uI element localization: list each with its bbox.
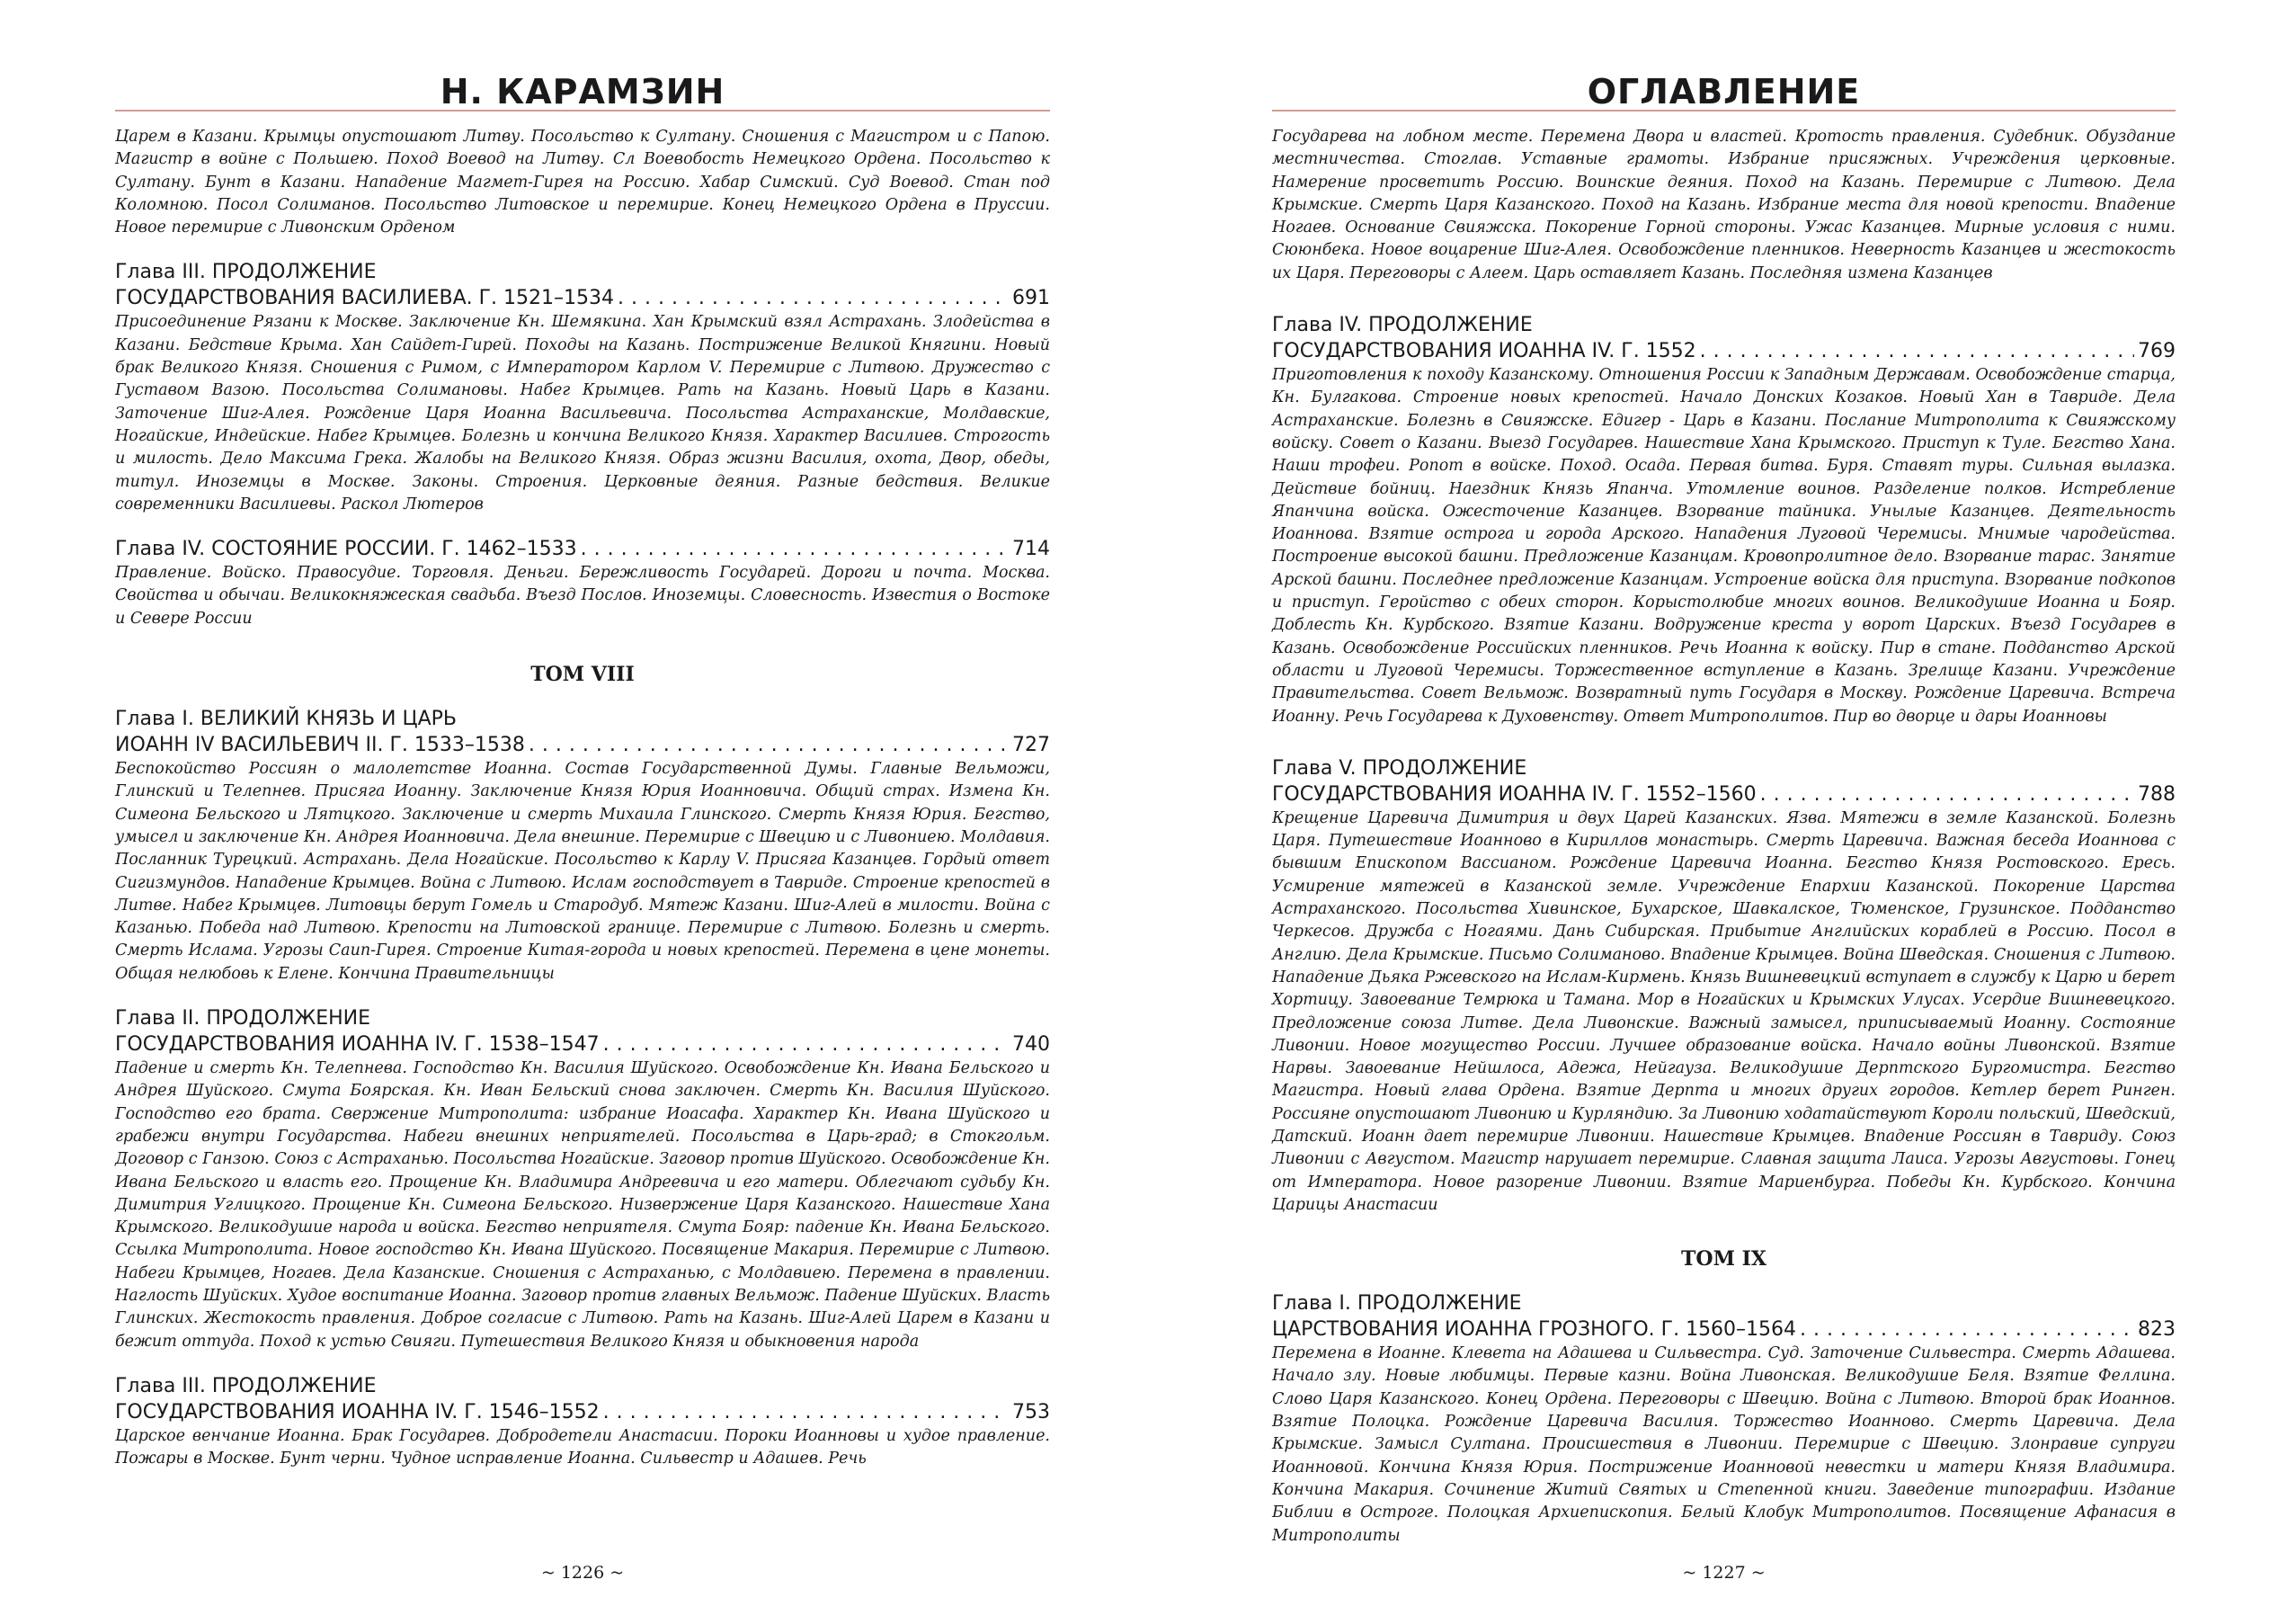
chapter-title-row — [1272, 338, 2176, 364]
header-rule — [1272, 110, 2176, 112]
leader-dots — [581, 536, 1009, 562]
toc-entry — [1272, 312, 2176, 728]
chapter-description: Перемена в Иоанне. Клевета на Адашева и Сильвестра. Суд. Заточение Сильвестра. Смерть Адашева. Начало злу. Новые любимцы. Первые казни. Война Ливонская. Великодушие Беля. Взятие Феллина. Слово Царя Казанского. Конец Ордена. Переговоры с Швецию. Война с Литвою. Второй брак Иоаннов. Взятие Полоцка. Рождение Царевича Василия. Торжество Иоанново. Смерть Царевича. Дела Крымские. Замысл Султана. Происшествия в Ливонии. Перемирие с Швецию. Злонравие супруги Иоанновой. Кончина Князя Юрия. Пострижение Иоанновой невестки и матери Князя Владимира. Кончина Макария. Сочинение Житий Святых и Степенной книги. Заведение типографии. Издание Библии в Остроге. Полоцкая Архиепископия. Белый Клобук Митрополитов. Посвящение Афанасия в Митрополиты — [1272, 1344, 2176, 1545]
chapter-title-line: Глава I. ПРОДОЛЖЕНИЕ — [1272, 1292, 1522, 1316]
chapter-title-row — [115, 285, 1050, 311]
chapter-title: ГОСУДАРСТВОВАНИЯ ИОАННА IV. Г. 1538–1547 — [115, 1033, 600, 1057]
page-number: 691 — [1012, 287, 1050, 310]
chapter-title: Глава IV. СОСТОЯНИЕ РОССИИ. Г. 1462–1533 — [115, 538, 577, 561]
page-header: ОГЛАВЛЕНИЕ — [1587, 72, 1861, 112]
leader-dots — [1800, 1316, 2134, 1343]
chapter-description: Приготовления к походу Казанскому. Отношения России к Западным Державам. Освобождение старца, Кн. Булгакова. Строение новых крепостей. Начало Донских Козаков. Новый Хан в Тавриде. Дела Астраханские. Болезнь в Свияжске. Едигер - Царь в Казани. Послание Митрополита к Свияжскому войску. Совет о Казани. Выезд Государев. Нашествие Хана Крымского. Приступ к Туле. Бегство Хана. Наши трофеи. Ропот в войске. Поход. Осада. Первая битва. Буря. Ставят туры. Сильная вылазка. Действие бойниц. Наездник Князь Япанча. Утомление воинов. Разделение полков. Истребление Япанчина войска. Ожесточение Казанцев. Взорвание тайника. Унылые Казанцев. Деятельность Иоаннова. Взятие острога и города Арского. Нападения Луговой Черемисы. Мнимые чародейства. Построение высокой башни. Предложение Казанцам. Кровопролитное дело. Взорвание тарас. Занятие Арской башни. Последнее предложение Казанцам. Устроение войска для приступа. Взорвание подкопов и приступ. Геройство с обеих сторон. Корыстолюбие многих воинов. Великодушие Иоанна и Бояр. Доблесть Кн. Курбского. Взятие Казани. Водружение креста у ворот Царских. Въезд Государев в Казань. Освобождение Российских пленников. Речь Иоанна к войску. Пир в стане. Подданство Арской области и Луговой Черемисы. Торжественное вступление в Казань. Зрелище Казани. Учреждение Правительства. Совет Вельмож. Возвратный путь Государя в Москву. Рождение Царевича. Встреча Иоанну. Речь Государева к Духовенству. Ответ Митрополитов. Пир во дворце и дары Иоанновы — [1272, 366, 2176, 726]
leader-dots — [603, 1031, 1009, 1057]
page-number: 788 — [2138, 782, 2176, 806]
chapter-description: Царем в Казани. Крымцы опустошают Литву. Посольство к Султану. Сношения с Магистром и с Папою. Магистр в войне с Польшею. Поход Воевод на Литву. Сл Воевобость Немецкого Ордена. Посольство к Султану. Бунт в Казани. Нападение Магмет-Гирея на Россию. Хабар Симский. Суд Воевод. Стан под Коломною. Посол Солиманов. Посольство Литовское и перемирие. Конец Немецкого Ордена в Пруссии. Новое перемирие с Ливонским Орденом — [115, 128, 1050, 237]
chapter-title-line: Глава III. ПРОДОЛЖЕНИЕ — [115, 1374, 377, 1397]
chapter-title: ЦАРСТВОВАНИЯ ИОАННА ГРОЗНОГО. Г. 1560–1564 — [1272, 1318, 1797, 1342]
page-footer: ~ 1226 ~ — [540, 1563, 625, 1583]
leader-dots — [618, 285, 1009, 311]
toc-entry — [115, 706, 1050, 986]
chapter-title-row — [1272, 1316, 2176, 1343]
chapter-description: Царское венчание Иоанна. Брак Государев. Добродетели Анастасии. Пороки Иоанновы и худое правление. Пожары в Москве. Бунт черни. Чудное исправление Иоанна. Сильвестр и Адашев. Речь — [115, 1426, 1050, 1468]
chapter-title-line: Глава IV. ПРОДОЛЖЕНИЕ — [1272, 314, 1533, 337]
toc-entry — [115, 536, 1050, 630]
page-number: 714 — [1012, 538, 1050, 561]
toc-entry — [1272, 755, 2176, 1217]
chapter-description: Правление. Войско. Правосудие. Торговля. Деньги. Бережливость Государей. Дороги и почта. Москва. Свойства и обычаи. Великокняжеская свадьба. Въезд Послов. Иноземцы. Словесность. Известия о Востоке и Севере России — [115, 564, 1050, 628]
toc-entry — [115, 1373, 1050, 1471]
chapter-title-row — [1272, 781, 2176, 808]
chapter-description: Государева на лобном месте. Перемена Двора и властей. Кротость правления. Судебник. Обуздание местничества. Стоглав. Уставные грамоты. Избрание присяжных. Учреждения церковные. Намерение просветить Россию. Воинские деяния. Поход на Казань. Перемирие с Литвою. Дела Крымские. Смерть Царя Казанского. Поход на Казань. Избрание места для новой крепости. Впадение Ногаев. Основание Свияжска. Покорение Горной стороны. Ужас Казанцев. Мирные условия с ними. Сююнбека. Новое воцарение Шиг-Алея. Освобождение пленников. Неверность Казанцев и жестокость их Царя. Переговоры с Алеем. Царь оставляет Казань. Последняя измена Казанцев — [1272, 128, 2176, 282]
chapter-title: ИОАНН IV ВАСИЛЬЕВИЧ II. Г. 1533–1538 — [115, 734, 525, 757]
chapter-description: Падение и смерть Кн. Телепнева. Господство Кн. Василия Шуйского. Освобождение Кн. Ивана Бельского и Андрея Шуйского. Смута Боярская. Кн. Иван Бельский снова заключен. Смерть Кн. Василия Шуйского. Господство его брата. Свержение Митрополита: избрание Иоасафа. Характер Кн. Ивана Шуйского и грабежи внутри Государства. Набеги внешних неприятелей. Посольства в Царь-град; в Стокгольм. Договор с Ганзою. Союз с Астраханью. Посольства Ногайские. Заговор против Шуйского. Освобождение Кн. Ивана Бельского и власть его. Прощение Кн. Владимира Андреевича и его матери. Облегчают судьбу Кн. Димитрия Углицкого. Прощение Кн. Симеона Бельского. Низвержение Царя Казанского. Нашествие Хана Крымского. Великодушие народа и войска. Бегство неприятеля. Смута Бояр: падение Кн. Ивана Бельского. Ссылка Митрополита. Новое господство Кн. Ивана Шуйского. Посвящение Макария. Перемирие с Литвою. Набеги Крымцев, Ногаев. Дела Казанские. Сношения с Астраханью, с Молдавиею. Перемена в правлении. Наглость Шуйских. Худое воспитание Иоанна. Заговор против главных Вельмож. Падение Шуйских. Власть Глинских. Жестокость правления. Доброе согласие с Литвою. Рать на Казань. Шиг-Алей Царем в Казани и бежит оттуда. Поход к устью Свияги. Путешествия Великого Князя и обыкновения народа — [115, 1059, 1050, 1351]
volume-heading: ТОМ VIII — [530, 663, 635, 687]
page-number: 740 — [1012, 1033, 1050, 1057]
chapter-title-row — [115, 732, 1050, 758]
chapter-description: Крещение Царевича Димитрия и двух Царей Казанских. Язва. Мятежи в земле Казанской. Болезнь Царя. Путешествие Иоанново в Кириллов монастырь. Смерть Царевича. Важная беседа Иоаннова с бывшим Епископом Вассианом. Рождение Царевича Иоанна. Бегство Князя Ростовского. Ересь. Усмирение мятежей в Казанской земле. Учреждение Епархии Казанской. Покорение Царства Астраханского. Посольства Хивинское, Бухарское, Шавкалское, Тюменское, Грузинское. Подданство Черкесов. Дружба с Ногаями. Дань Сибирская. Прибытие Английских кораблей в Россию. Посол в Англию. Дела Крымские. Письмо Солиманово. Впадение Крымцев. Война Шведская. Сношения с Литвою. Нападение Дьяка Ржевского на Ислам-Кирмень. Князь Вишневецкий вступает в службу к Царю и берет Хортицу. Завоевание Темрюка и Тамана. Мор в Ногайских и Крымских Улусах. Усердие Вишневецкого. Предложение союза Литве. Дела Ливонские. Важный замысел, приписываемый Иоанну. Состояние Ливонии. Новое могущество России. Лучшее образование войска. Начало войны Ливонской. Взятие Нарвы. Завоевание Нейшлоса, Адежа, Нейгауза. Великодушие Дерптского Бургомистра. Бегство Магистра. Новый глава Ордена. Взятие Дерпта и многих других городов. Кетлер берет Ринген. Россияне опустошают Ливонию и Курляндию. За Ливонию ходатайствуют Короли польский, Шведский, Датский. Иоанн дает перемирие Ливонии. Нашествие Крымцев. Впадение Россиян в Тавриду. Союз Ливонии с Августом. Магистр нарушает перемирие. Славная защита Лаиса. Угрозы Августовы. Гонец от Императора. Новое разорение Ливонии. Взятие Мариенбурга. Победы Кн. Курбского. Кончина Царицы Анастасии — [1272, 808, 2176, 1214]
page-number: 727 — [1012, 734, 1050, 757]
page-number: 823 — [2138, 1318, 2176, 1342]
chapter-title-line: Глава II. ПРОДОЛЖЕНИЕ — [115, 1007, 371, 1031]
chapter-title-line: Глава V. ПРОДОЛЖЕНИЕ — [1272, 756, 1527, 780]
page-number: 753 — [1012, 1400, 1050, 1423]
chapter-title: ГОСУДАРСТВОВАНИЯ ИОАННА IV. Г. 1552 — [1272, 340, 1696, 363]
chapter-description: Беспокойство Россиян о малолетстве Иоанна. Состав Государственной Думы. Главные Вельможи, Глинский и Телепнев. Присяга Иоанну. Заключение Князя Юрия Иоанновича. Общий страх. Измена Кн. Симеона Бельского и Лятцкого. Заключение и смерть Михаила Глинского. Смерть Князя Юрия. Бегство, умысел и заключение Кн. Андрея Иоанновича. Дела внешние. Перемирие с Швецию и с Ливониею. Молдавия. Посланник Турецкий. Астрахань. Дела Ногайские. Посольство к Карлу V. Присяга Казанцев. Гордый ответ Сигизмундов. Нападение Крымцев. Война с Литвою. Ислам господствует в Тавриде. Строение крепостей в Литве. Набег Крымцев. Литовцы берут Гомель и Стародуб. Мятеж Казани. Шиг-Алей в милости. Война с Казанью. Победа над Литвою. Крепости на Литовской границе. Перемирие с Литвою. Болезнь и смерть. Смерть Ислама. Угрозы Саип-Гирея. Строение Китая-города и новых крепостей. Перемена в цене монеты. Общая нелюбовь к Елене. Кончина Правительницы — [115, 760, 1050, 983]
volume-heading: ТОМ IX — [1681, 1247, 1766, 1272]
page-footer: ~ 1227 ~ — [1682, 1563, 1766, 1583]
header-rule — [115, 110, 1050, 112]
chapter-title: ГОСУДАРСТВОВАНИЯ ВАСИЛИЕВА. Г. 1521–1534 — [115, 287, 615, 310]
page-content — [115, 126, 1050, 1470]
leader-dots — [1700, 338, 2134, 364]
page-number: 769 — [2138, 340, 2176, 363]
chapter-title-row — [115, 1031, 1050, 1057]
chapter-title: ГОСУДАРСТВОВАНИЯ ИОАННА IV. Г. 1546–1552 — [115, 1400, 600, 1423]
page-header: Н. КАРАМЗИН — [440, 72, 725, 112]
chapter-title-row — [115, 536, 1050, 562]
right-page — [1272, 0, 2176, 1624]
chapter-title-line: Глава III. ПРОДОЛЖЕНИЕ — [115, 261, 377, 284]
leader-dots — [603, 1399, 1009, 1425]
toc-entry — [1272, 1290, 2176, 1548]
chapter-description: Присоединение Рязани к Москве. Заключение Кн. Шемякина. Хан Крымский взял Астрахань. Злодейства в Казани. Бедствие Крыма. Хан Сайдет-Гирей. Походы на Казань. Пострижение Великой Княгини. Новый брак Великого Князя. Сношения с Римом, с Императором Карлом V. Перемирие с Литвою. Дружество с Густавом Вазою. Посольства Солимановы. Набег Крымцев. Рать на Казань. Новый Царь в Казани. Заточение Шиг-Алея. Рождение Царя Иоанна Васильевича. Посольства Астраханские, Молдавские, Ногайские, Индейские. Набег Крымцев. Болезнь и кончина Великого Князя. Характер Василиев. Строгость и милость. Дело Максима Грека. Жалобы на Великого Князя. Образ жизни Василия, охота, Двор, обеды, титул. Иноземцы в Москве. Законы. Строения. Церковные деяния. Разные бедствия. Великие современники Василиевы. Раскол Лютеров — [115, 313, 1050, 513]
chapter-title-line: Глава I. ВЕЛИКИЙ КНЯЗЬ И ЦАРЬ — [115, 708, 457, 731]
toc-entry — [115, 1005, 1050, 1353]
page-content — [1272, 126, 2176, 1548]
left-page — [115, 0, 1050, 1624]
chapter-title-row — [115, 1399, 1050, 1425]
leader-dots — [1760, 781, 2134, 808]
leader-dots — [529, 732, 1009, 758]
toc-entry — [115, 259, 1050, 516]
chapter-title: ГОСУДАРСТВОВАНИЯ ИОАННА IV. Г. 1552–1560 — [1272, 782, 1757, 806]
